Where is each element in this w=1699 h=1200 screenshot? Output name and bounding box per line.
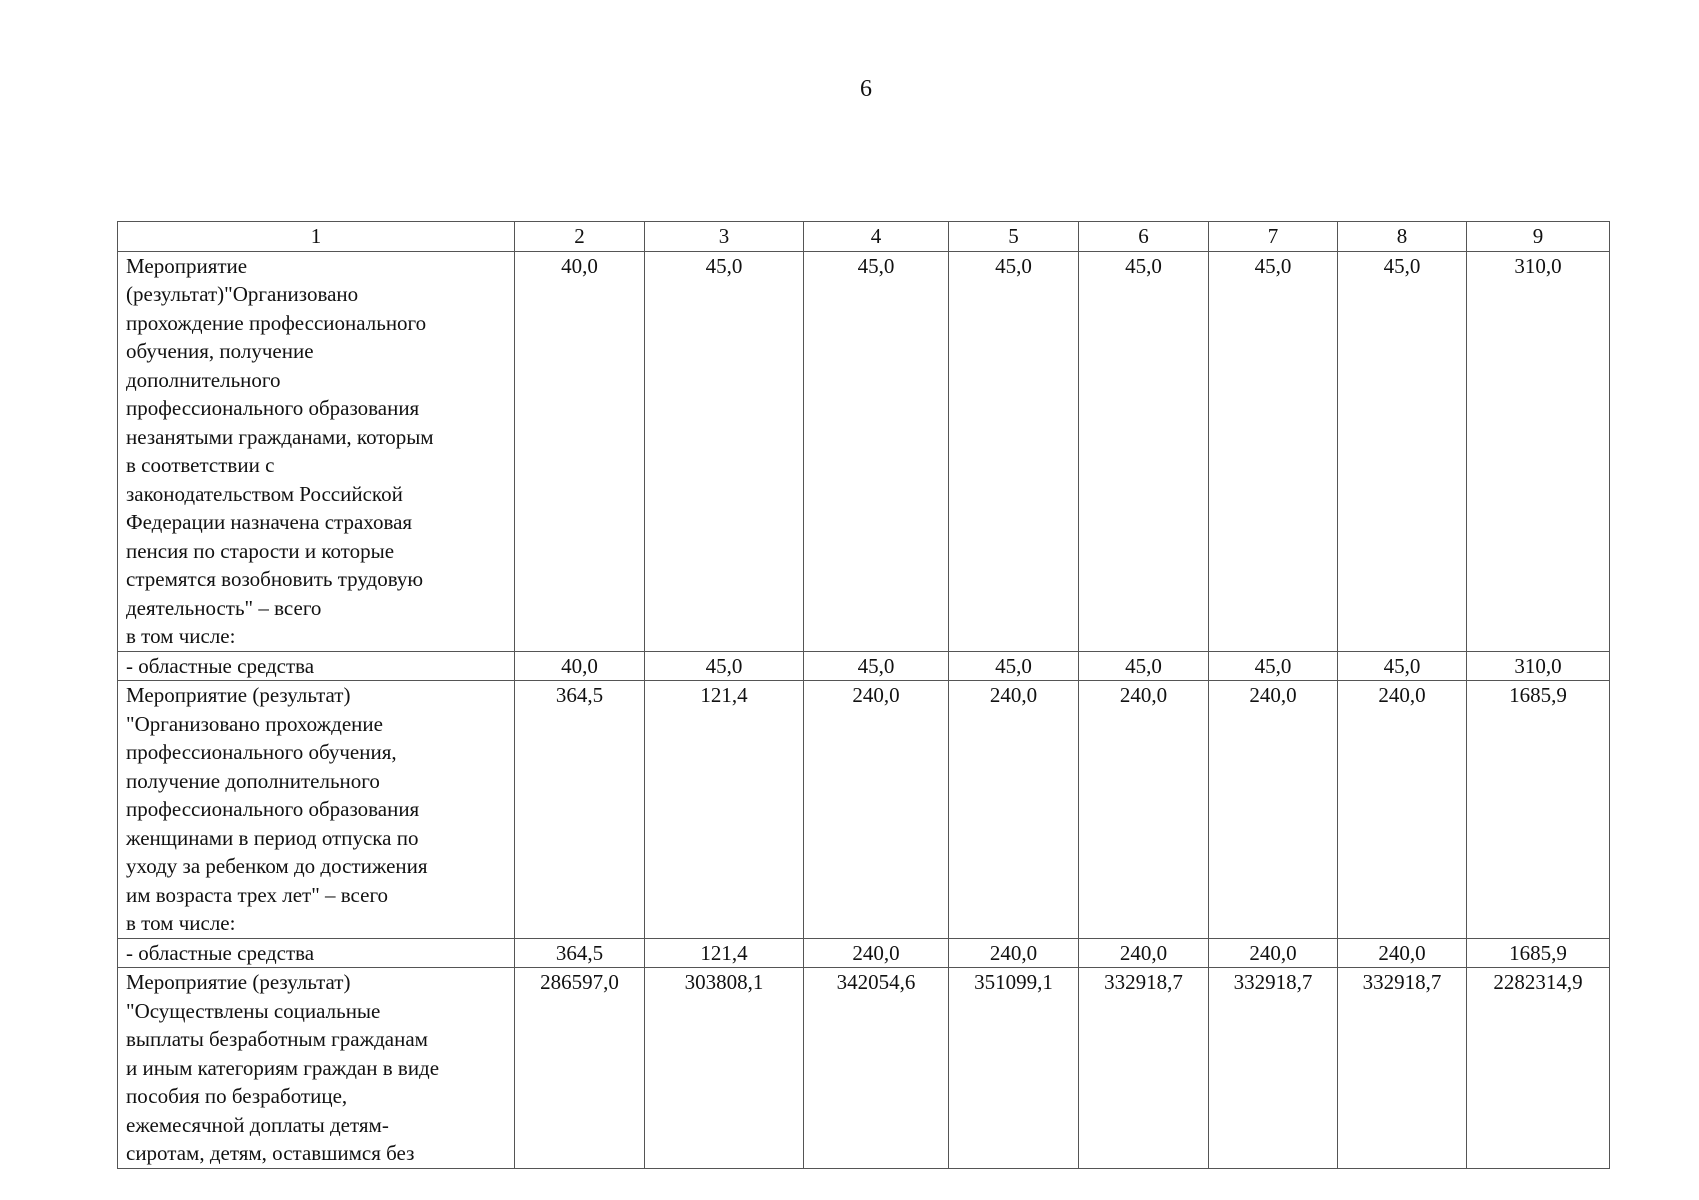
table-cell: 45,0	[804, 651, 949, 681]
table-cell: 240,0	[1209, 681, 1338, 939]
table-cell: 1685,9	[1467, 938, 1610, 968]
column-header: 1	[118, 222, 515, 252]
row-label: Мероприятие (результат) "Организовано прохождение профессионального обучения, получение дополнительного профессионального образования женщинами в период отпуска по уходу за ребенком до достижения им возраста трех лет" – всего в том числе:	[118, 681, 515, 939]
table-row	[118, 938, 1610, 968]
table-cell: 240,0	[1209, 938, 1338, 968]
table-cell: 364,5	[515, 681, 645, 939]
column-header: 8	[1338, 222, 1467, 252]
table-cell: 40,0	[515, 251, 645, 651]
table-cell: 121,4	[645, 681, 804, 939]
column-header: 7	[1209, 222, 1338, 252]
row-label: - областные средства	[118, 938, 515, 968]
table-row	[118, 251, 1610, 651]
table-cell: 240,0	[804, 938, 949, 968]
table-cell: 121,4	[645, 938, 804, 968]
table-cell: 40,0	[515, 651, 645, 681]
table-cell: 45,0	[645, 251, 804, 651]
table-cell: 332918,7	[1079, 968, 1209, 1169]
table-cell: 45,0	[1079, 651, 1209, 681]
table-cell: 45,0	[1338, 251, 1467, 651]
budget-table	[117, 221, 1610, 1169]
table-cell: 240,0	[949, 681, 1079, 939]
table-cell: 1685,9	[1467, 681, 1610, 939]
table-header-row	[118, 222, 1610, 252]
table-row	[118, 968, 1610, 1169]
table-cell: 45,0	[1209, 651, 1338, 681]
table-cell: 45,0	[1338, 651, 1467, 681]
table-cell: 240,0	[1079, 681, 1209, 939]
table-cell: 240,0	[804, 681, 949, 939]
table-row	[118, 681, 1610, 939]
table-cell: 45,0	[804, 251, 949, 651]
table-cell: 310,0	[1467, 651, 1610, 681]
row-label: Мероприятие (результат) "Осуществлены социальные выплаты безработным гражданам и иным категориям граждан в виде пособия по безработице, ежемесячной доплаты детям- сиротам, детям, оставшимся без	[118, 968, 515, 1169]
table-cell: 310,0	[1467, 251, 1610, 651]
table-cell: 303808,1	[645, 968, 804, 1169]
table-cell: 45,0	[645, 651, 804, 681]
table-cell: 45,0	[1209, 251, 1338, 651]
table-cell: 332918,7	[1209, 968, 1338, 1169]
table-cell: 240,0	[949, 938, 1079, 968]
table-cell: 351099,1	[949, 968, 1079, 1169]
table-cell: 45,0	[949, 651, 1079, 681]
column-header: 5	[949, 222, 1079, 252]
column-header: 3	[645, 222, 804, 252]
column-header: 9	[1467, 222, 1610, 252]
row-label: - областные средства	[118, 651, 515, 681]
table-cell: 45,0	[949, 251, 1079, 651]
column-header: 4	[804, 222, 949, 252]
table-cell: 2282314,9	[1467, 968, 1610, 1169]
table-body	[118, 222, 1610, 1169]
table-cell: 342054,6	[804, 968, 949, 1169]
table-cell: 364,5	[515, 938, 645, 968]
table-cell: 332918,7	[1338, 968, 1467, 1169]
page-number: 6	[860, 76, 872, 102]
row-label: Мероприятие (результат)"Организовано прохождение профессионального обучения, получение дополнительного профессионального образования незанятыми гражданами, которым в соответствии с законодательством Российской Федерации назначена страховая пенсия по старости и которые стремятся возобновить трудовую деятельность" – всего в том числе:	[118, 251, 515, 651]
table-cell: 240,0	[1338, 681, 1467, 939]
table-cell: 45,0	[1079, 251, 1209, 651]
table-cell: 240,0	[1338, 938, 1467, 968]
column-header: 2	[515, 222, 645, 252]
table-row	[118, 651, 1610, 681]
column-header: 6	[1079, 222, 1209, 252]
table-cell: 240,0	[1079, 938, 1209, 968]
table-cell: 286597,0	[515, 968, 645, 1169]
